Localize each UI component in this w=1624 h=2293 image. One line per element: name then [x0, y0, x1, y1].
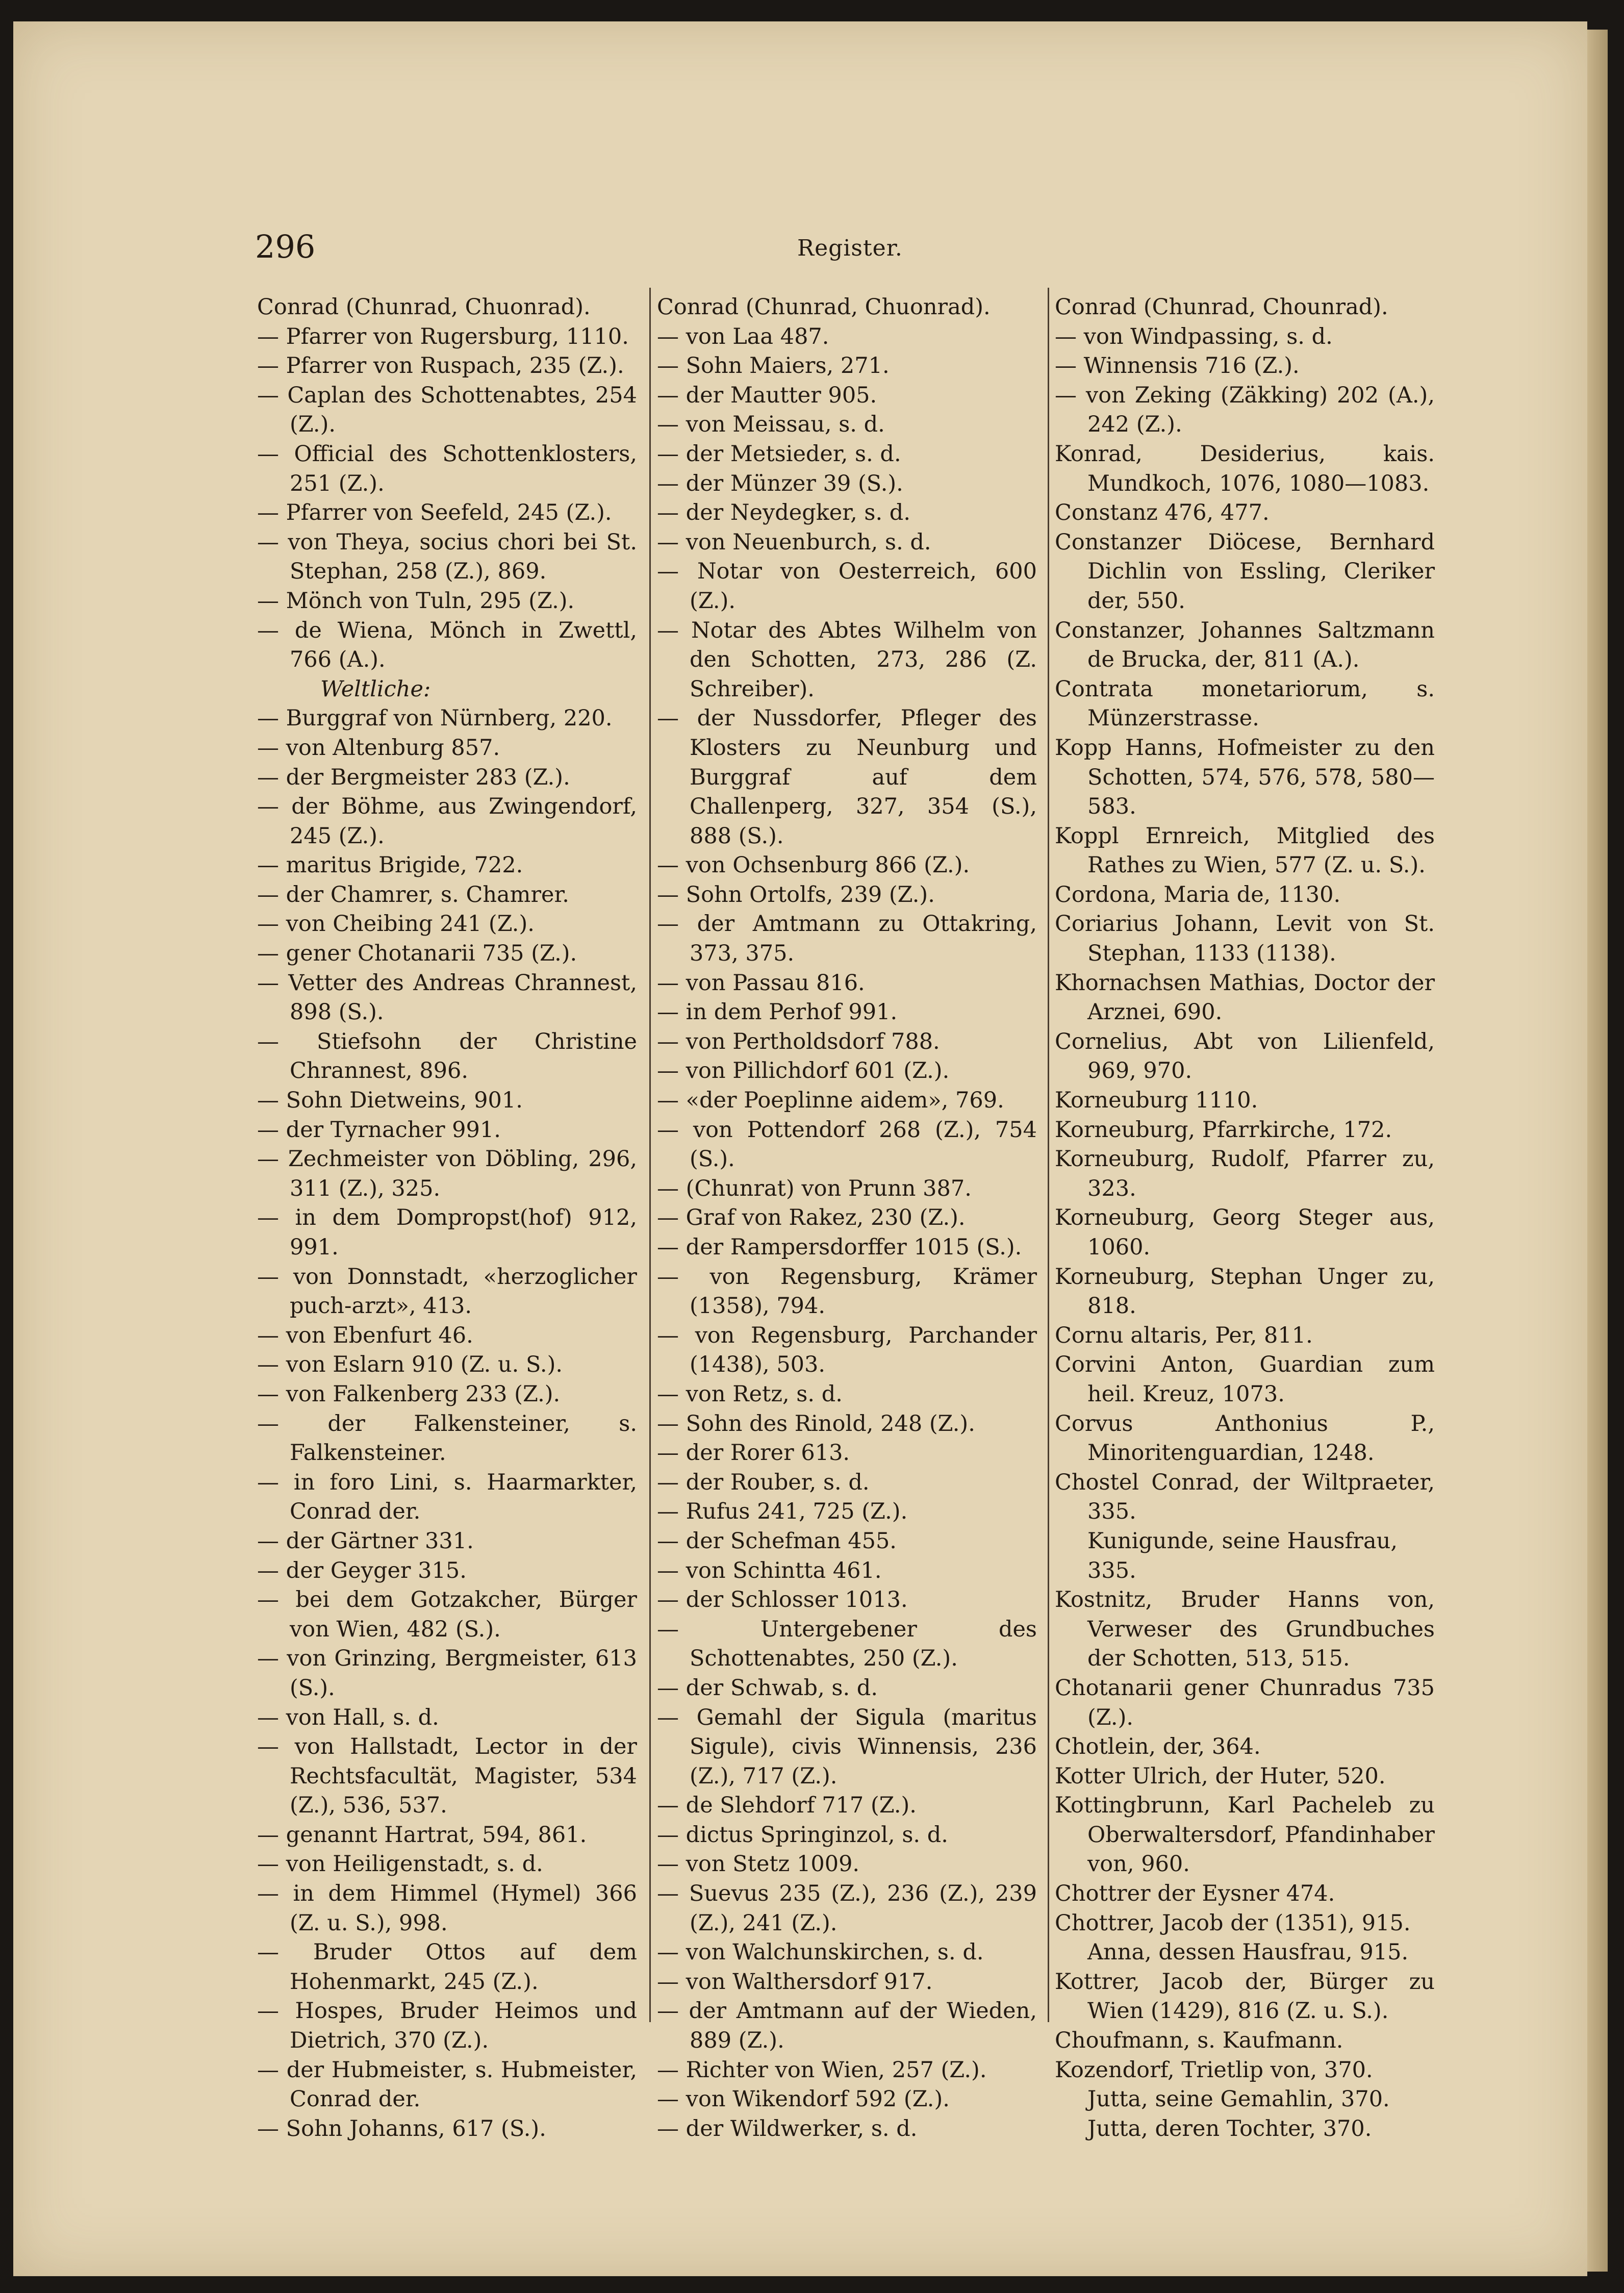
index-entry: — von Ochsenburg 866 (Z.). [657, 852, 970, 878]
index-entry: — von Altenburg 857. [257, 735, 500, 761]
index-entry: — dictus Springinzol, s. d. [657, 1822, 948, 1848]
index-entry: — der Münzer 39 (S.). [657, 470, 903, 496]
index-entry: Constanz 476, 477. [1055, 500, 1270, 526]
index-entry: — der Neydegker, s. d. [657, 500, 910, 526]
index-entry: — Vetter des Andreas Chrannest, 898 (S.). [257, 970, 637, 1025]
index-entry: — Caplan des Schottenabtes, 254 (Z.). [257, 382, 637, 438]
index-entry: — von Falkenberg 233 (Z.). [257, 1381, 561, 1407]
index-entry: — der Rampersdorffer 1015 (S.). [657, 1234, 1022, 1260]
index-entry: Korneuburg 1110. [1055, 1088, 1258, 1114]
index-entry: — in dem Dompropst(hof) 912, 991. [257, 1205, 637, 1260]
index-entry: — von Eslarn 910 (Z. u. S.). [257, 1352, 563, 1378]
index-entry: — der Schwab, s. d. [657, 1675, 878, 1701]
index-entry: — von Heiligenstadt, s. d. [257, 1851, 543, 1877]
index-entry: — genannt Hartrat, 594, 861. [257, 1822, 587, 1848]
index-entry: — Gemahl der Sigula (maritus Sigule), civis Winnensis, 236 (Z.), 717 (Z.). [657, 1704, 1037, 1789]
page-number: 296 [255, 228, 316, 265]
index-entry: — von Pertholdsdorf 788. [657, 1028, 940, 1054]
index-entry: — Sohn Maiers, 271. [657, 353, 890, 379]
index-entry: — von Donnstadt, «herzoglicher puch-arzt», 413. [257, 1264, 637, 1319]
index-entry: Kopp Hanns, Hofmeister zu den Schotten, 574, 576, 578, 580—583. [1055, 735, 1435, 820]
page-edge [1587, 30, 1608, 2272]
index-entry: Chotanarii gener Chunradus 735 (Z.). [1055, 1675, 1435, 1730]
index-entry: Kozendorf, Trietlip von, 370. [1055, 2057, 1373, 2083]
index-entry: — Pfarrer von Seefeld, 245 (Z.). [257, 500, 612, 526]
index-entry: — der Chamrer, s. Chamrer. [257, 881, 569, 908]
index-entry: — Untergebener des Schottenabtes, 250 (Z.). [657, 1616, 1037, 1672]
running-head: Register. [797, 235, 903, 261]
index-entry: — (Chunrat) von Prunn 387. [657, 1175, 972, 1201]
index-entry: Conrad (Chunrad, Chounrad). [1055, 294, 1388, 320]
index-entry: — maritus Brigide, 722. [257, 852, 523, 878]
index-entry: — Zechmeister von Döbling, 296, 311 (Z.), 325. [257, 1146, 637, 1201]
section-heading: Weltliche: [320, 676, 431, 702]
index-entry: — der Amtmann auf der Wieden, 889 (Z.). [657, 1998, 1037, 2054]
column-rule [1048, 288, 1049, 2022]
index-entry: Coriarius Johann, Levit von St. Stephan, 1133 (1138). [1055, 911, 1435, 967]
index-entry: — de Wiena, Mönch in Zwettl, 766 (A.). [257, 617, 637, 673]
index-entry: — der Böhme, aus Zwingendorf, 245 (Z.). [257, 794, 637, 849]
index-entry: — von Ebenfurt 46. [257, 1322, 473, 1348]
index-entry: Korneuburg, Stephan Unger zu, 818. [1055, 1264, 1435, 1319]
index-entry: — von Laa 487. [657, 323, 829, 349]
index-entry: Anna, dessen Hausfrau, 915. [1087, 1939, 1409, 1966]
index-entry: — bei dem Gotzakcher, Bürger von Wien, 482 (S.). [257, 1587, 637, 1642]
index-entry: — der Nussdorfer, Pfleger des Klosters zu Neunburg und Burggraf auf dem Challenperg, 327, 354 (S.), 888 (S.). [657, 705, 1037, 849]
index-entry: — Winnensis 716 (Z.). [1055, 353, 1300, 379]
index-entry: — von Zeking (Zäkking) 202 (A.), 242 (Z.). [1055, 382, 1435, 438]
index-entry: Cornu altaris, Per, 811. [1055, 1322, 1313, 1348]
index-entry: Khornachsen Mathias, Doctor der Arznei, 690. [1055, 970, 1435, 1025]
index-entry: — Burggraf von Nürnberg, 220. [257, 705, 613, 732]
index-entry: — von Windpassing, s. d. [1055, 323, 1333, 349]
index-entry: — von Hallstadt, Lector in der Rechtsfacultät, Magister, 534 (Z.), 536, 537. [257, 1734, 637, 1819]
index-entry: Jutta, deren Tochter, 370. [1087, 2115, 1372, 2141]
index-entry: — der Schlosser 1013. [657, 1587, 908, 1613]
index-entry: — Graf von Rakez, 230 (Z.). [657, 1205, 966, 1231]
index-entry: — der Hubmeister, s. Hubmeister, Conrad der. [257, 2057, 637, 2112]
index-entry: — der Bergmeister 283 (Z.). [257, 764, 570, 790]
index-entry: — von Neuenburch, s. d. [657, 529, 931, 555]
index-entry: — der Metsieder, s. d. [657, 441, 901, 467]
index-entry: Koppl Ernreich, Mitglied des Rathes zu Wien, 577 (Z. u. S.). [1055, 823, 1435, 878]
index-entry: Kostnitz, Bruder Hanns von, Verweser des Grundbuches der Schotten, 513, 515. [1055, 1587, 1435, 1672]
index-entry: — Notar von Oesterreich, 600 (Z.). [657, 559, 1037, 614]
index-entry: Conrad (Chunrad, Chuonrad). [657, 294, 991, 320]
index-entry: — von Pillichdorf 601 (Z.). [657, 1058, 950, 1084]
index-entry: — der Geyger 315. [257, 1557, 467, 1583]
index-entry: — von Passau 816. [657, 970, 865, 996]
index-entry: Corvus Anthonius P., Minoritenguardian, 1248. [1055, 1410, 1435, 1466]
index-entry: — der Mautter 905. [657, 382, 877, 408]
index-entry: — Notar des Abtes Wilhelm von den Schotten, 273, 286 (Z. Schreiber). [657, 617, 1037, 702]
index-entry: — von Walthersdorf 917. [657, 1969, 933, 1995]
index-entry: — Mönch von Tuln, 295 (Z.). [257, 588, 575, 614]
index-entry: Chottrer der Eysner 474. [1055, 1881, 1335, 1907]
index-entry: — in dem Perhof 991. [657, 999, 898, 1025]
index-entry: Korneuburg, Georg Steger aus, 1060. [1055, 1205, 1435, 1260]
index-entry: Constanzer, Johannes Saltzmann de Brucka, der, 811 (A.). [1055, 617, 1435, 673]
index-entry: — Richter von Wien, 257 (Z.). [657, 2057, 987, 2083]
index-entry: — von Regensburg, Parchander (1438), 503. [657, 1322, 1037, 1378]
index-entry: — von Theya, socius chori bei St. Stephan, 258 (Z.), 869. [257, 529, 637, 585]
index-entry: — Sohn des Rinold, 248 (Z.). [657, 1410, 975, 1437]
index-entry: — «der Poeplinne aidem», 769. [657, 1088, 1004, 1114]
index-entry: Contrata monetariorum, s. Münzerstrasse. [1055, 676, 1435, 732]
index-entry: — in foro Lini, s. Haarmarkter, Conrad der. [257, 1469, 637, 1525]
index-entry: — von Wikendorf 592 (Z.). [657, 2086, 950, 2112]
index-entry: — Sohn Johanns, 617 (S.). [257, 2115, 546, 2141]
index-entry: Kottrer, Jacob der, Bürger zu Wien (1429), 816 (Z. u. S.). [1055, 1969, 1435, 2024]
index-entry: — der Rouber, s. d. [657, 1469, 870, 1495]
column-rule [649, 288, 651, 2022]
index-entry: Choufmann, s. Kaufmann. [1055, 2028, 1343, 2054]
index-entry: — der Wildwerker, s. d. [657, 2115, 918, 2141]
index-entry: Kotter Ulrich, der Huter, 520. [1055, 1763, 1386, 1789]
index-entry: — von Regensburg, Krämer (1358), 794. [657, 1264, 1037, 1319]
index-entry: — Sohn Ortolfs, 239 (Z.). [657, 881, 935, 908]
index-entry: — de Slehdorf 717 (Z.). [657, 1793, 917, 1819]
index-entry: — von Schintta 461. [657, 1557, 882, 1583]
index-entry: Korneuburg, Rudolf, Pfarrer zu, 323. [1055, 1146, 1435, 1201]
index-entry: Chottrer, Jacob der (1351), 915. [1055, 1910, 1411, 1936]
index-entry: — Hospes, Bruder Heimos und Dietrich, 370 (Z.). [257, 1998, 637, 2054]
index-entry: Korneuburg, Pfarrkirche, 172. [1055, 1117, 1392, 1143]
book-page [13, 21, 1587, 2276]
index-entry: Corvini Anton, Guardian zum heil. Kreuz, 1073. [1055, 1352, 1435, 1407]
index-entry: — Pfarrer von Ruspach, 235 (Z.). [257, 353, 624, 379]
index-entry: Cornelius, Abt von Lilienfeld, 969, 970. [1055, 1028, 1435, 1084]
page-header [13, 228, 1587, 269]
index-entry: — der Tyrnacher 991. [257, 1117, 501, 1143]
index-entry: — von Cheibing 241 (Z.). [257, 911, 535, 937]
index-entry: Chostel Conrad, der Wiltpraeter, 335. [1055, 1469, 1435, 1525]
index-entry: Jutta, seine Gemahlin, 370. [1087, 2086, 1390, 2112]
index-entry: — von Walchunskirchen, s. d. [657, 1939, 984, 1966]
index-entry: Chotlein, der, 364. [1055, 1734, 1261, 1760]
index-column-1 [257, 293, 637, 2144]
index-entry: — der Rorer 613. [657, 1440, 850, 1466]
index-entry: Kunigunde, seine Hausfrau, 335. [1087, 1528, 1398, 1583]
index-entry: — Stiefsohn der Christine Chrannest, 896. [257, 1028, 637, 1084]
index-entry: Conrad (Chunrad, Chuonrad). [257, 294, 591, 320]
index-entry: — gener Chotanarii 735 (Z.). [257, 941, 577, 967]
index-entry: — Rufus 241, 725 (Z.). [657, 1499, 908, 1525]
index-entry: — der Amtmann zu Ottakring, 373, 375. [657, 911, 1037, 967]
index-entry: — der Schefman 455. [657, 1528, 897, 1554]
index-entry: — der Gärtner 331. [257, 1528, 474, 1554]
index-entry: — von Retz, s. d. [657, 1381, 843, 1407]
index-entry: — Bruder Ottos auf dem Hohenmarkt, 245 (Z.). [257, 1939, 637, 1995]
index-entry: — Suevus 235 (Z.), 236 (Z.), 239 (Z.), 241 (Z.). [657, 1881, 1037, 1936]
index-entry: Cordona, Maria de, 1130. [1055, 881, 1341, 908]
index-entry: Konrad, Desiderius, kais. Mundkoch, 1076, 1080—1083. [1055, 441, 1435, 496]
index-entry: — von Grinzing, Bergmeister, 613 (S.). [257, 1646, 637, 1701]
index-entry: — von Pottendorf 268 (Z.), 754 (S.). [657, 1117, 1037, 1172]
index-column-2 [657, 293, 1037, 2144]
index-entry: Kottingbrunn, Karl Pacheleb zu Oberwaltersdorf, Pfandinhaber von, 960. [1055, 1793, 1435, 1877]
index-entry: — der Falkensteiner, s. Falkensteiner. [257, 1410, 637, 1466]
index-entry: — Sohn Dietweins, 901. [257, 1088, 523, 1114]
index-entry: — in dem Himmel (Hymel) 366 (Z. u. S.), 998. [257, 1881, 637, 1936]
index-entry: — von Stetz 1009. [657, 1851, 860, 1877]
index-entry: Constanzer Diöcese, Bernhard Dichlin von Essling, Cleriker der, 550. [1055, 529, 1435, 614]
index-entry: — Pfarrer von Rugersburg, 1110. [257, 323, 629, 349]
index-entry: — Official des Schottenklosters, 251 (Z.). [257, 441, 637, 496]
index-column-3 [1055, 293, 1435, 2144]
index-entry: — von Meissau, s. d. [657, 412, 885, 438]
index-entry: — von Hall, s. d. [257, 1704, 439, 1730]
